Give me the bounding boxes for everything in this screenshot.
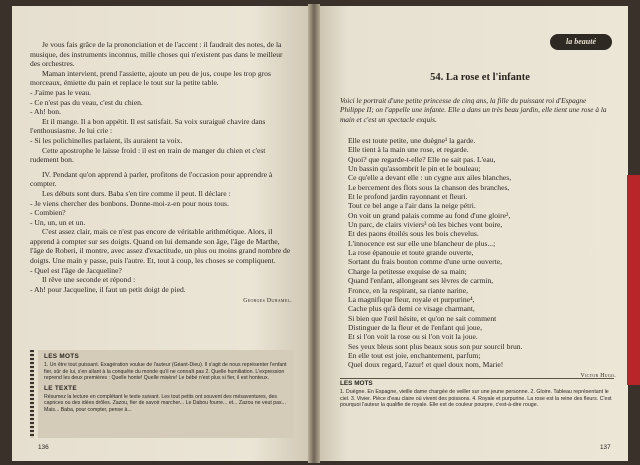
poem-intro: Voici le portrait d'une petite princesse de cinq ans, la fille du puissant roi d'Espagne Philippe II; on l'appelle une infante. Elle a dans un très beau jardin, elle tient une rose à la main et c'est un spectacle exquis.	[340, 96, 607, 124]
poem-title: 54. La rose et l'infante	[430, 72, 530, 83]
poem-line: Si bien que l'œil hésite, et qu'on ne sait comment	[348, 313, 497, 323]
right-vocabulary-box	[340, 378, 614, 438]
poem-line: Elle tient à la main une rose, et regarde.	[348, 145, 469, 155]
left-paragraph: - Si les polichinelles parlaient, ils auraient ta voix.	[30, 135, 183, 145]
poem-line: Tout ce bel ange a l'air dans la neige pétri.	[348, 201, 476, 211]
left-paragraph: - J'aime pas le veau.	[30, 87, 92, 97]
poem-author-signature: Victor Hugo.	[580, 372, 616, 379]
poem-line: Fronce, en la respirant, sa riante narine,	[348, 285, 468, 295]
left-paragraph: - Ah! pour Jacqueline, il faut un petit doigt de pied.	[30, 284, 186, 294]
left-exercise-box	[38, 350, 294, 438]
red-bookmark-edge	[627, 175, 640, 385]
left-author-signature: Georges Duhamel.	[243, 298, 292, 305]
left-paragraph: Les débuts sont durs. Baba s'en tire comme il peut. Il déclare :	[42, 188, 231, 198]
right-mots-text: 1. Duègne. En Espagne, vieille dame chargée de veiller sur une jeune personne. 2. Gloire. Tableau représentant le ciel. 3. Vivier. Pièce d'eau claire où vivent des poissons. 4. Royale et purpurine. La rose est la reine des fleurs. C'est pourquoi l'auteur la qualifie de royale. Elle est de couleur pourpre, c'est-à-dire rouge.	[340, 389, 612, 409]
left-texte-heading: LE TEXTE	[44, 384, 77, 392]
poem-line: Quel doux regard, l'azur! et quel doux nom, Marie!	[348, 360, 504, 370]
poem-line: Quand l'enfant, allongeant ses lèvres de carmin,	[348, 276, 494, 286]
right-page-number: 137	[600, 444, 611, 451]
left-page-text	[30, 40, 292, 307]
box-stripe-decoration	[30, 350, 34, 438]
left-paragraph: Je vous fais grâce de la prononciation et de l'accent : il faudrait des notes, de la musique, des instruments inconnus, mille choses qui n'existent pas dans le meilleur des orchestres.	[30, 40, 283, 69]
poem-line: L'innocence est sur elle une blancheur de plus...;	[348, 238, 496, 248]
left-paragraph: Il rêve une seconde et répond :	[42, 275, 136, 285]
poem-text	[348, 136, 616, 381]
left-paragraph: Cette apostrophe le laisse froid : il est en train de manger du chien et c'est rudement bon.	[30, 145, 266, 165]
left-paragraph: C'est assez clair, mais ce n'est pas encore de véritable arithmétique. Alors, il apprend à compter sur ses doigts. Quand on lui demande son âge, l'âge de Marthe, l'âge de Roberi, il montre, avec assez d'exactitude, un plus ou moins grand nombre de doigts. Une main y passe, puis l'autre. Et, tout à coup, les choses se compliquent.	[30, 227, 291, 266]
poem-line: Ses yeux bleus sont plus beaux sous son pur sourcil brun.	[348, 341, 523, 351]
left-texte-text: Résumez la lecture en complétant le texte suivant. Les tout petits ont souvent des mésaventures, des caprices ou des idées drôles. Zazou, fier de savoir marcher... Le Dabou fourre... et... Zazou ne veut pas... Mais... Baba, pour compter, pense à...	[44, 394, 286, 413]
poem-line: On voit un grand palais comme au fond d'une gloire²,	[348, 210, 511, 220]
left-paragraph: - Je viens chercher des bonbons. Donne-moi-z-en pour nous tous.	[30, 198, 229, 208]
poem-line: Charge la petitesse exquise de sa main;	[348, 266, 467, 276]
right-mots-heading: LES MOTS	[340, 378, 614, 387]
left-paragraph: - Combien?	[30, 208, 66, 218]
left-page-number: 136	[38, 444, 49, 451]
left-paragraph: Et il mange. Il a bon appétit. Il est satisfait. Sa voix suraiguë chavire dans l'enthousiasme. Je lui crie :	[30, 116, 266, 136]
left-mots-heading: LES MOTS	[44, 353, 80, 360]
poem-line: Un parc, de clairs viviers³ où les biches vont boire,	[348, 220, 503, 230]
section-tag: la beauté	[550, 34, 612, 50]
poem-line: La rose épanouie et toute grande ouverte,	[348, 248, 474, 258]
left-paragraph: - Un, un, un et un.	[30, 217, 86, 227]
poem-line: Et des paons étoilés sous les bois chevelus.	[348, 229, 479, 239]
left-paragraph: - Ah! bon.	[30, 107, 62, 117]
poem-line: Cache plus qu'à demi ce visage charmant,	[348, 304, 475, 314]
poem-line: Le bercement des flots sous la chanson des branches,	[348, 182, 510, 192]
left-paragraph: Maman intervient, prend l'assiette, ajoute un peu de jus, coupe les trop gros morceaux, émiette du pain et replace le tout sur la petite table.	[30, 68, 271, 88]
poem-line: Distinguer de la fleur et de l'enfant qui joue,	[348, 322, 483, 332]
poem-line: La magnifique fleur, royale et purpurine⁴,	[348, 294, 475, 304]
left-mots-text: 1. Un être tout puissant. Exagération voulue de l'auteur (Géant-Dieu). Il s'agit de nous représenter l'enfant fier, sûr de lui, s'en allant à la conquête du monde qu'il ne connaît pas 2. Quelle humiliation. L'expression reprend les deux premières : Quelle honte! Quelle misère! Le bébé n'est plus si fier, il est honteux.	[44, 362, 287, 382]
left-paragraph: - Quel est l'âge de Jacqueline?	[30, 265, 122, 275]
poem-line: Et si l'on voit la rose ou si l'on voit la joue.	[348, 332, 478, 342]
poem-line: Sortant du frais bouton comme d'une urne ouverte,	[348, 257, 503, 267]
poem-line: Quoi? que regarde-t-elle? Elle ne sait pas. L'eau,	[348, 154, 496, 164]
book-gutter	[308, 4, 320, 463]
poem-line: Un bassin qu'assombrit le pin et le bouleau;	[348, 164, 481, 174]
poem-line: Et le profond jardin rayonnant et fleuri.	[348, 192, 468, 202]
poem-line: Elle est toute petite, une duègne¹ la garde.	[348, 136, 476, 145]
left-paragraph: - Ce n'est pas du veau, c'est du chien.	[30, 97, 143, 107]
poem-line: En elle tout est joie, enchantement, parfum;	[348, 350, 481, 360]
left-paragraph: IV. Pendant qu'on apprend à parler, profitons de l'occasion pour apprendre à compter.	[30, 169, 273, 189]
poem-line: Ce qu'elle a devant elle : un cygne aux ailes blanches,	[348, 173, 512, 183]
